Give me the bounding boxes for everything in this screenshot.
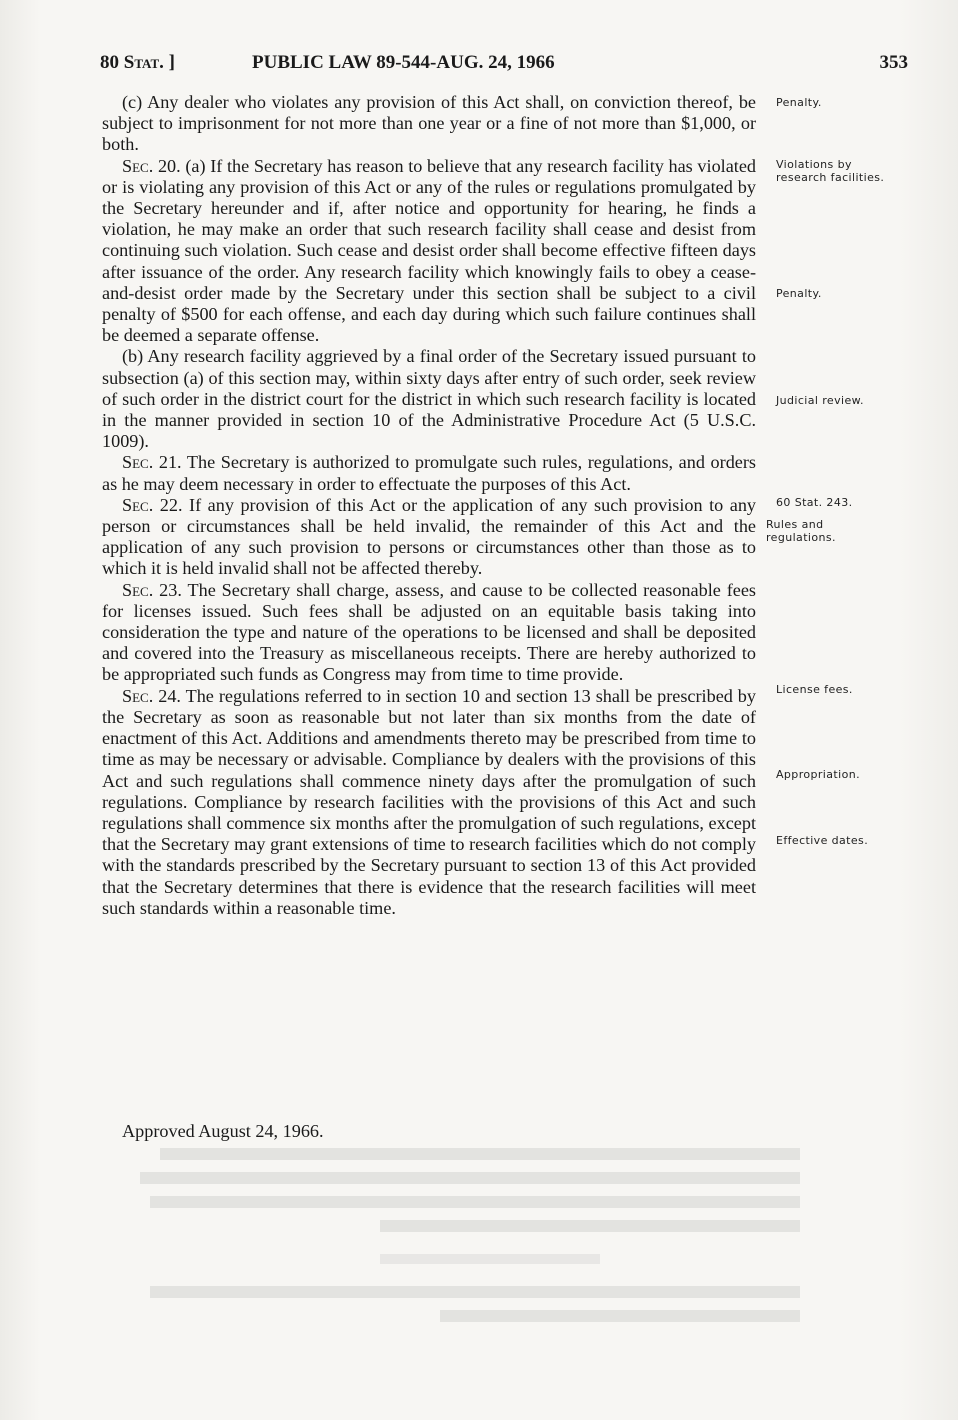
section-text: The Secretary is authorized to promulgate such rules, regulations, and orders as he may deem necessary in order to effectuate the purposes of this Act. [102, 452, 756, 494]
bleed-through-text [100, 1140, 800, 1360]
margin-note-stat-reference: 60 Stat. 243. [776, 496, 853, 509]
margin-note-judicial-review: Judicial review. [776, 394, 864, 407]
page-header [100, 52, 908, 80]
margin-note-penalty: Penalty. [776, 96, 822, 109]
section-label: Sec. 22. [122, 494, 183, 515]
section-20-b: (b) Any research facility aggrieved by a final order of the Secretary issued pursuant to subsection (a) of this section may, within sixty days after entry of such order, seek review of such order in the district court for the district in which such research facility is located in the manner provided in section 10 of the Administrative Procedure Act (5 U.S.C. 1009). [102, 346, 756, 452]
margin-note-appropriation: Appropriation. [776, 768, 860, 781]
section-21 [102, 452, 756, 494]
margin-note-rules: Rules and regulations. [766, 518, 836, 544]
paragraph-c: (c) Any dealer who violates any provision of this Act shall, on conviction thereof, be subject to imprisonment for not more than one year or a fine of not more than $1,000, or both. [102, 92, 756, 155]
volume-reference: 80 Stat. ] [100, 52, 175, 73]
margin-note-violations: Violations by research facilities. [776, 158, 885, 184]
section-20-a [102, 156, 756, 347]
section-label: Sec. 20. [122, 155, 181, 176]
section-text: (a) If the Secretary has reason to believe that any research facility has violated or is violating any provision of this Act or any of the rules or regulations promulgated by the Secretary hereunder and if, after notice and opportunity for hearing, he finds a violation, he may make an order that such research facility shall cease and desist from continuing such violation. Such cease and desist order shall become effective fifteen days after issuance of the order. Any research facility which knowingly fails to obey a cease-and-desist order made by the Secretary under this section shall be subject to a civil penalty of $500 for each offense, and each day during which such failure continues shall be deemed a separate offense. [102, 155, 757, 346]
section-22 [102, 495, 756, 580]
approval-date: Approved August 24, 1966. [122, 1121, 324, 1141]
page-number: 353 [879, 52, 908, 73]
section-label: Sec. 24. [122, 685, 181, 706]
section-text: The regulations referred to in section 10 and section 13 shall be prescribed by the Secretary as soon as reasonable but not later than six months from the date of enactment of this Act. Additions and amendments thereto may be prescribed from time to time as may be necessary or advisable. Compliance by dealers with the provisions of this Act and such regulations shall commence ninety days after the promulgation of such regulations. Compliance by research facilities with the provisions of this Act and such regulations shall commence six months after the promulgation of such regulations, except that the Secretary may grant extensions of time to research facilities which do not comply with the standards prescribed by the Secretary pursuant to section 13 of this Act provided that the Secretary determines that there is evidence that the research facilities will meet such standards within a reasonable time. [102, 685, 756, 918]
section-text: The Secretary shall charge, assess, and cause to be collected reasonable fees for licenses issued. Such fees shall be adjusted on an equitable basis taking into consideration the type and nature of the operations to be licensed and shall be deposited and covered into the Treasury as miscellaneous receipts. There are hereby authorized to be appropriated such funds as Congress may from time to time provide. [102, 579, 756, 685]
margin-note-penalty: Penalty. [776, 287, 822, 300]
section-label: Sec. 21. [122, 452, 182, 473]
section-label: Sec. 23. [122, 579, 182, 600]
statute-body [102, 92, 756, 919]
margin-note-effective-dates: Effective dates. [776, 834, 869, 847]
section-23 [102, 580, 756, 686]
law-title: PUBLIC LAW 89-544-AUG. 24, 1966 [252, 52, 555, 73]
section-text: If any provision of this Act or the application of any such provision to any person or circumstances shall be held invalid, the remainder of this Act and the application of any such provision to persons or circumstances other than those as to which it is held invalid shall not be affected thereby. [102, 494, 757, 579]
margin-note-license-fees: License fees. [776, 683, 853, 696]
section-24 [102, 686, 756, 919]
